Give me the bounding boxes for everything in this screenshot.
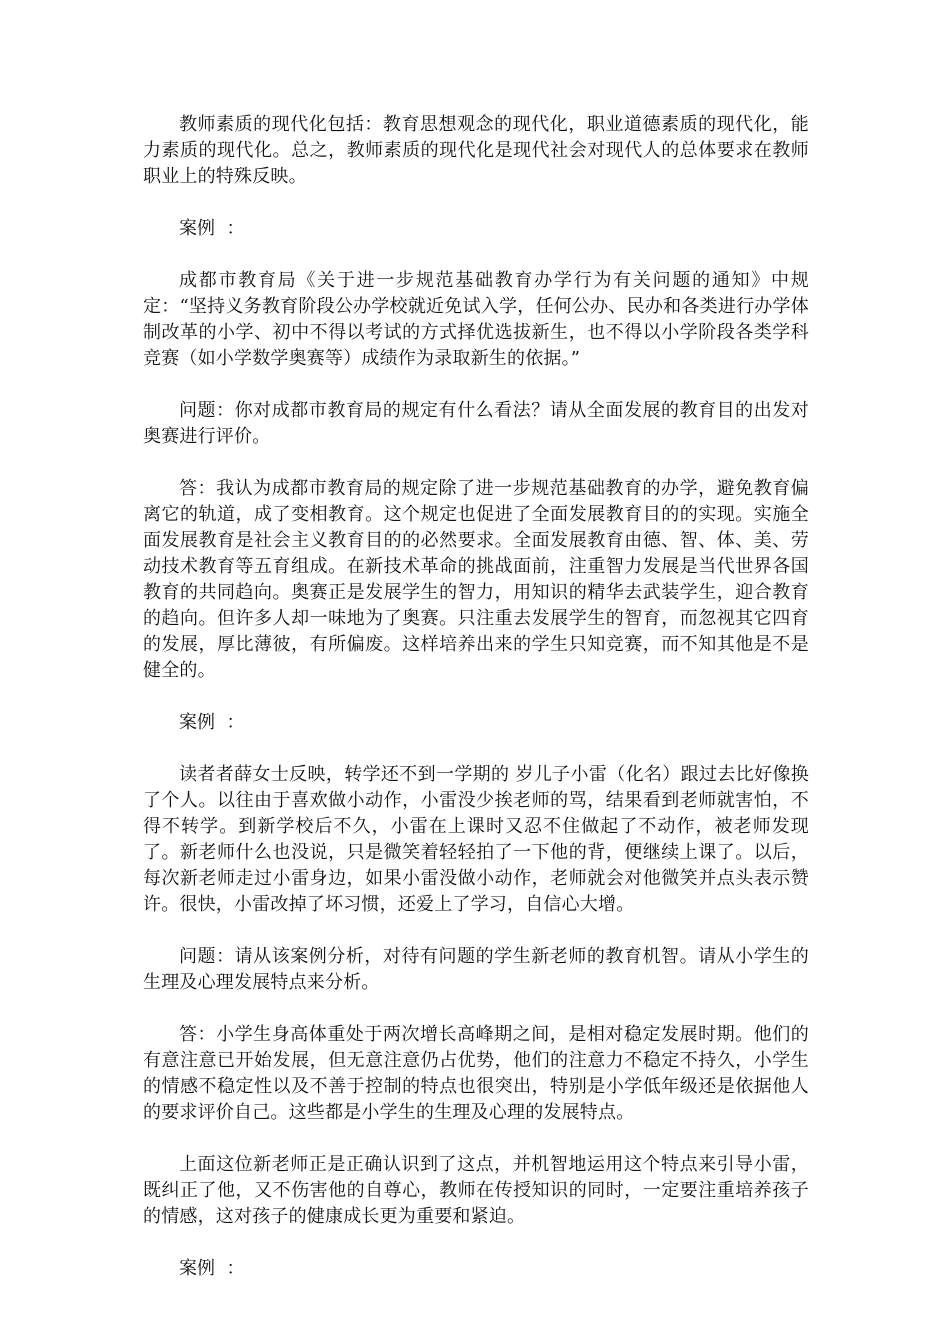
paragraph-question: 问题：请从该案例分析，对待有问题的学生新老师的教育机智。请从小学生的生理及心理发展特点来分析。 <box>143 946 809 993</box>
paragraph-answer: 答：小学生身高体重处于两次增长高峰期之间，是相对稳定发展时期。他们的有意注意已开始发展，但无意注意仍占优势，他们的注意力不稳定不持久，小学生的情感不稳定性以及不善于控制的特点也很突出，特别是小学低年级还是依据他人的要求评价自己。这些都是小学生的生理及心理的发展特点。 <box>143 1024 809 1123</box>
paragraph-answer: 答：我认为成都市教育局的规定除了进一步规范基础教育的办学，避免教育偏离它的轨道，成了变相教育。这个规定也促进了全面发展教育目的的实现。实施全面发展教育是社会主义教育目的的必然要求。全面发展教育由德、智、体、美、劳动技术教育等五育组成。在新技术革命的挑战面前，注重智力发展是当代世界各国教育的共同趋向。奥赛正是发展学生的智力，用知识的精华去武装学生，迎合教育的趋向。但许多人却一味地为了奥赛。只注重去发展学生的智育，而忽视其它四育的发展，厚比薄彼，有所偏废。这样培养出来的学生只知竞赛，而不知其他是不是健全的。 <box>143 478 809 681</box>
paragraph-teacher-quality: 教师素质的现代化包括：教育思想观念的现代化，职业道德素质的现代化，能力素质的现代化。总之，教师素质的现代化是现代社会对现代人的总体要求在教师职业上的特殊反映。 <box>143 114 809 187</box>
paragraph-chengdu-regulation: 成都市教育局《关于进一步规范基础教育办学行为有关问题的通知》中规定：“坚持义务教育阶段公办学校就近免试入学，任何公办、民办和各类进行办学体制改革的小学、初中不得以考试的方式择优选拔新生，也不得以小学阶段各类学科竞赛（如小学数学奥赛等）成绩作为录取新生的依据。” <box>143 270 809 369</box>
case-heading: 案例 ： <box>179 1258 245 1279</box>
paragraph-question: 问题：你对成都市教育局的规定有什么看法？请从全面发展的教育目的出发对奥赛进行评价。 <box>143 400 809 447</box>
document-body <box>143 112 809 1308</box>
paragraph-case-story: 读者者薛女士反映，转学还不到一学期的 岁儿子小雷（化名）跟过去比好像换了个人。以往由于喜欢做小动作，小雷没少挨老师的骂，结果看到老师就害怕，不得不转学。到新学校后不久，小雷在上课时又忍不住做起了不动作，被老师发现了。新老师什么也没说，只是微笑着轻轻拍了一下他的背，便继续上课了。以后，每次新老师走过小雷身边，如果小雷没做小动作，老师就会对他微笑并点头表示赞许。很快，小雷改掉了坏习惯，还爱上了学习，自信心大增。 <box>143 764 809 915</box>
paragraph-conclusion: 上面这位新老师正是正确认识到了这点，并机智地运用这个特点来引导小雷，既纠正了他，又不伤害他的自尊心，教师在传授知识的同时，一定要注重培养孩子的情感，这对孩子的健康成长更为重要和紧迫。 <box>143 1154 809 1227</box>
case-heading: 案例 ： <box>179 218 245 239</box>
case-heading: 案例 ： <box>179 712 245 733</box>
